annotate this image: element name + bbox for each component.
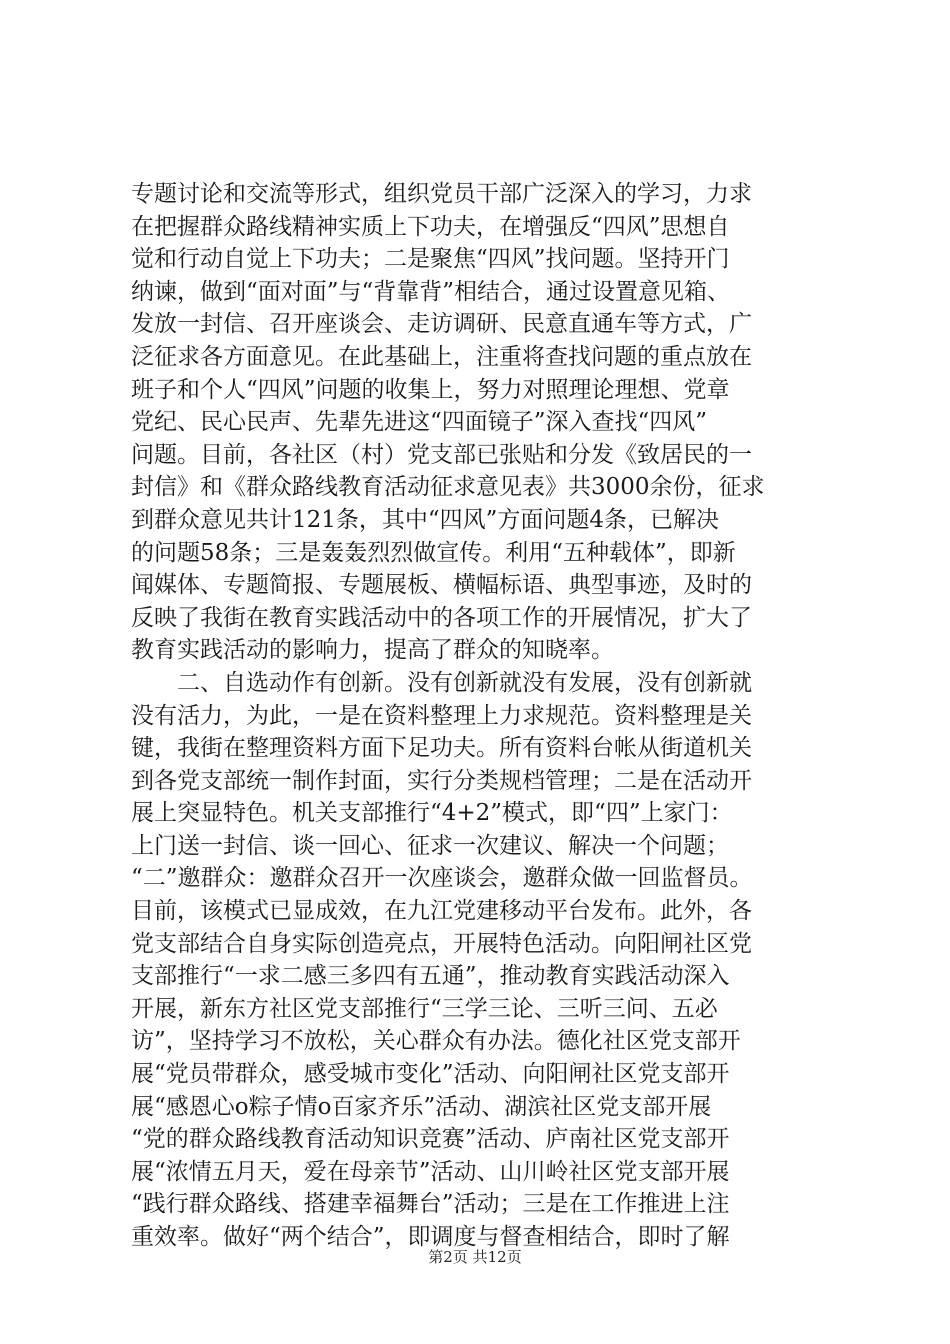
text-line: 上门送一封信、谈一回心、征求一次建议、解决一个问题； (131, 832, 729, 859)
text-line: 展上突显特色。机关支部推行“4+2”模式，即“四”上家门： (131, 800, 733, 827)
text-line: 泛征求各方面意见。在此基础上，注重将查找问题的重点放在 (131, 343, 752, 370)
text-line: 纳谏，做到“面对面”与“背靠背”相结合，通过设置意见箱、 (131, 278, 731, 305)
text-line: 目前，该模式已显成效，在九江党建移动平台发布。此外，各 (131, 898, 752, 925)
text-line: “二”邀群众：邀群众召开一次座谈会，邀群众做一回监督员。 (131, 865, 753, 892)
text-line: 问题。目前，各社区（村）党支部已张贴和分发《致居民的一 (131, 441, 752, 468)
text-line: 闻媒体、专题简报、专题展板、横幅标语、典型事迹，及时的 (131, 572, 752, 599)
text-line: 觉和行动自觉上下功夫；二是聚焦“四风”找问题。坚持开门 (131, 246, 730, 273)
text-line: 重效率。做好“两个结合”，即调度与督查相结合，即时了解 (131, 1224, 730, 1250)
document-body (131, 178, 831, 1254)
page-number-label: 第2页 共12页 (428, 1248, 522, 1266)
text-line: 党纪、民心民声、先辈先进这“四面镜子”深入查找“四风” (131, 409, 708, 436)
page-footer (0, 1247, 950, 1267)
text-line: 发放一封信、召开座谈会、走访调研、民意直通车等方式，广 (131, 311, 752, 338)
text-line: 展“浓情五月天，爱在母亲节”活动、山川岭社区党支部开展 (131, 1158, 730, 1185)
text-line: 在把握群众路线精神实质上下功夫，在增强反“四风”思想自 (131, 213, 730, 240)
text-line: 到群众意见共计121条，其中“四风”方面问题4条，已解决 (131, 506, 720, 533)
text-line: 党支部结合自身实际创造亮点，开展特色活动。向阳闸社区党 (131, 930, 752, 957)
text-line: 专题讨论和交流等形式，组织党员干部广泛深入的学习，力求 (131, 181, 752, 207)
text-line: “党的群众路线教育活动知识竞赛”活动、庐南社区党支部开 (131, 1126, 730, 1153)
text-line: 支部推行“一求二感三多四有五通”，推动教育实践活动深入 (131, 963, 730, 990)
text-line: 教育实践活动的影响力，提高了群众的知晓率。 (131, 637, 614, 664)
text-line: 访”，坚持学习不放松，关心群众有办法。德化社区党支部开 (131, 1028, 741, 1055)
text-line: 展“党员带群众，感受城市变化”活动、向阳闸社区党支部开 (131, 1061, 730, 1088)
text-line: 二、自选动作有创新。没有创新就没有发展，没有创新就 (131, 669, 752, 696)
text-line: 封信》和《群众路线教育活动征求意见表》共3000余份，征求 (131, 474, 765, 501)
text-line: 没有活力，为此，一是在资料整理上力求规范。资料整理是关 (131, 702, 752, 729)
text-line: 开展，新东方社区党支部推行“三学三论、三听三问、五必 (131, 995, 718, 1022)
text-line: 到各党支部统一制作封面，实行分类规档管理；二是在活动开 (131, 767, 752, 794)
text-line: 键，我街在整理资料方面下足功夫。所有资料台帐从街道机关 (131, 735, 752, 762)
text-line: 班子和个人“四风”问题的收集上，努力对照理论理想、党章 (131, 376, 730, 403)
text-line: 反映了我街在教育实践活动中的各项工作的开展情况，扩大了 (131, 604, 752, 631)
text-line: “践行群众路线、搭建幸福舞台”活动；三是在工作推进上注 (131, 1191, 730, 1218)
text-line: 的问题58条；三是轰轰烈烈做宣传。利用“五种载体”，即新 (131, 539, 736, 566)
text-line: 展“感恩心o粽子情o百家齐乐”活动、湖滨社区党支部开展 (131, 1093, 712, 1120)
